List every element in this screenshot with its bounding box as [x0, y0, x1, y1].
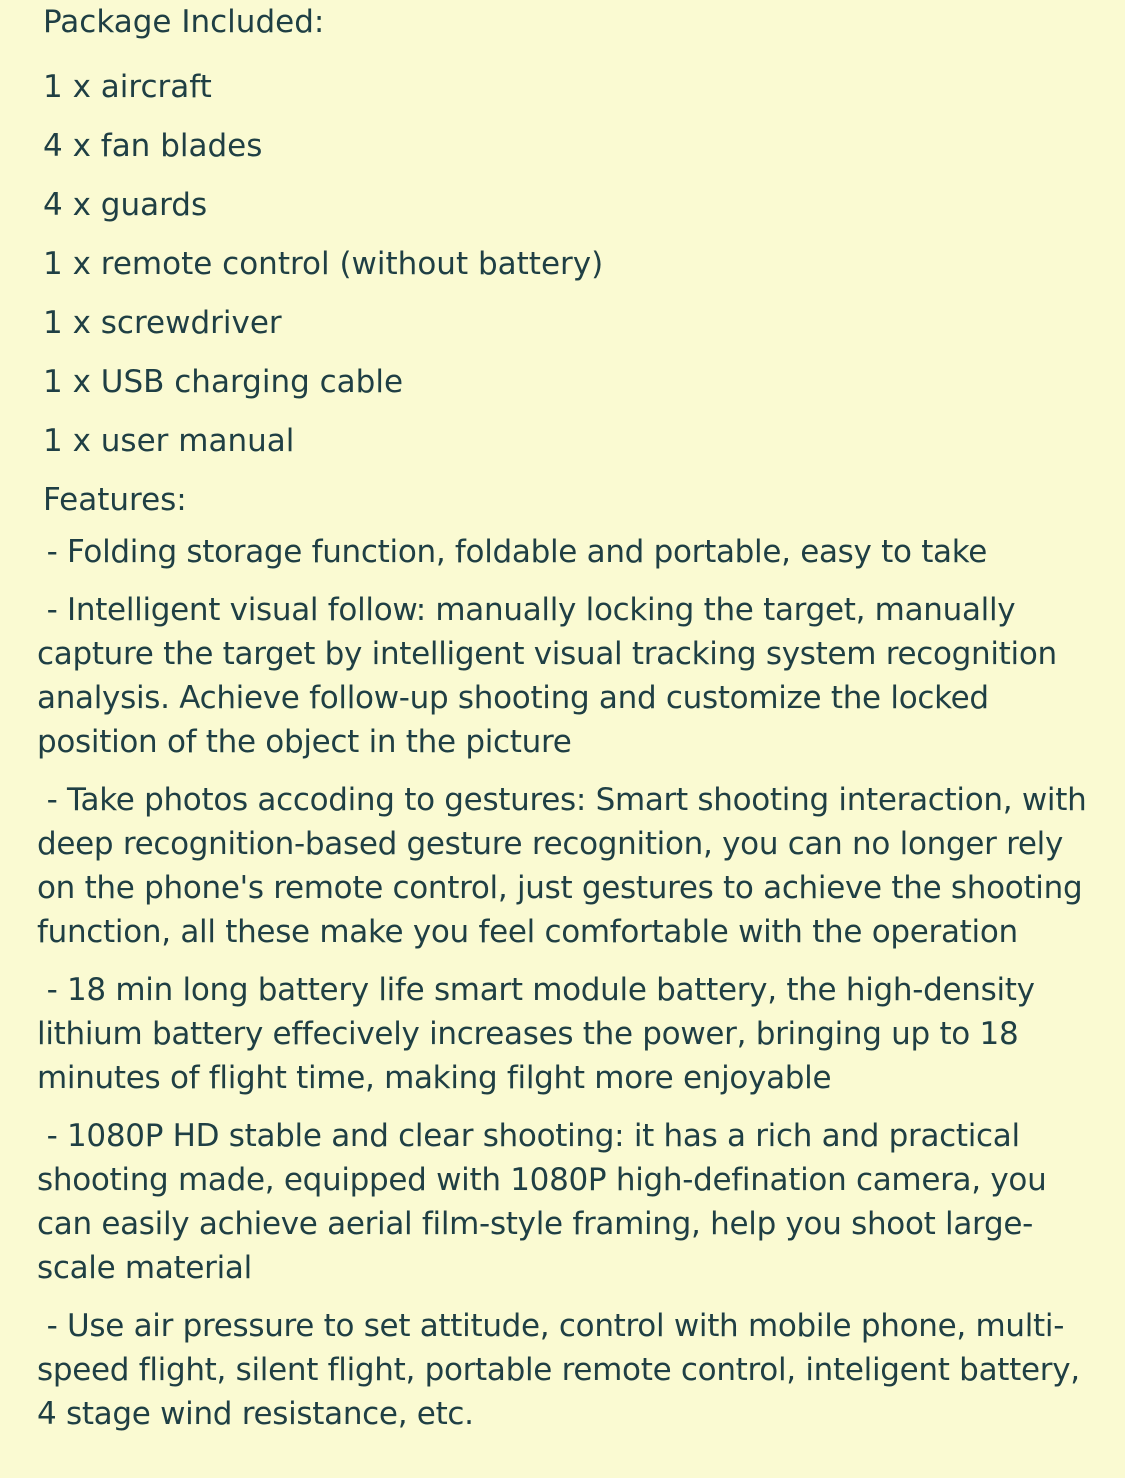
package-item: 1 x screwdriver: [43, 305, 282, 341]
feature-item: - 1080P HD stable and clear shooting: it has a rich and practical shooting made, equipped with 1080P high-defination camera, you can easily achieve aerial film-style framing, help you shoot large-scale material: [37, 1118, 1056, 1286]
package-item: 1 x remote control (without battery): [43, 246, 604, 282]
feature-item: - 18 min long battery life smart module battery, the high-density lithium battery effecively increases the power, bringing up to 18 minutes of flight time, making filght more enjoyable: [37, 972, 1045, 1096]
feature-item: - Use air pressure to set attitude, control with mobile phone, multi-speed flight, silent flight, portable remote control, inteligent battery, 4 stage wind resistance, etc.: [37, 1308, 1090, 1432]
feature-item: - Folding storage function, foldable and portable, easy to take: [37, 534, 988, 570]
feature-item: - Take photos accoding to gestures: Smart shooting interaction, with deep recognition-based gesture recognition, you can no longer rely on the phone's remote control, just gestures to achieve the shooting function, all these make you feel comfortable with the operation: [37, 782, 1096, 950]
features-heading: Features:: [43, 482, 187, 518]
package-item: 1 x user manual: [43, 423, 295, 459]
package-item: 4 x fan blades: [43, 128, 263, 164]
package-item: 1 x aircraft: [43, 69, 212, 105]
package-item: 1 x USB charging cable: [43, 364, 404, 400]
package-item: 4 x guards: [43, 187, 208, 223]
package-heading: Package Included:: [43, 4, 325, 40]
feature-item: - Intelligent visual follow: manually locking the target, manually capture the target by intelligent visual tracking system recognition analysis. Achieve follow-up shooting and customize the locked position of the object in the picture: [37, 592, 1067, 760]
